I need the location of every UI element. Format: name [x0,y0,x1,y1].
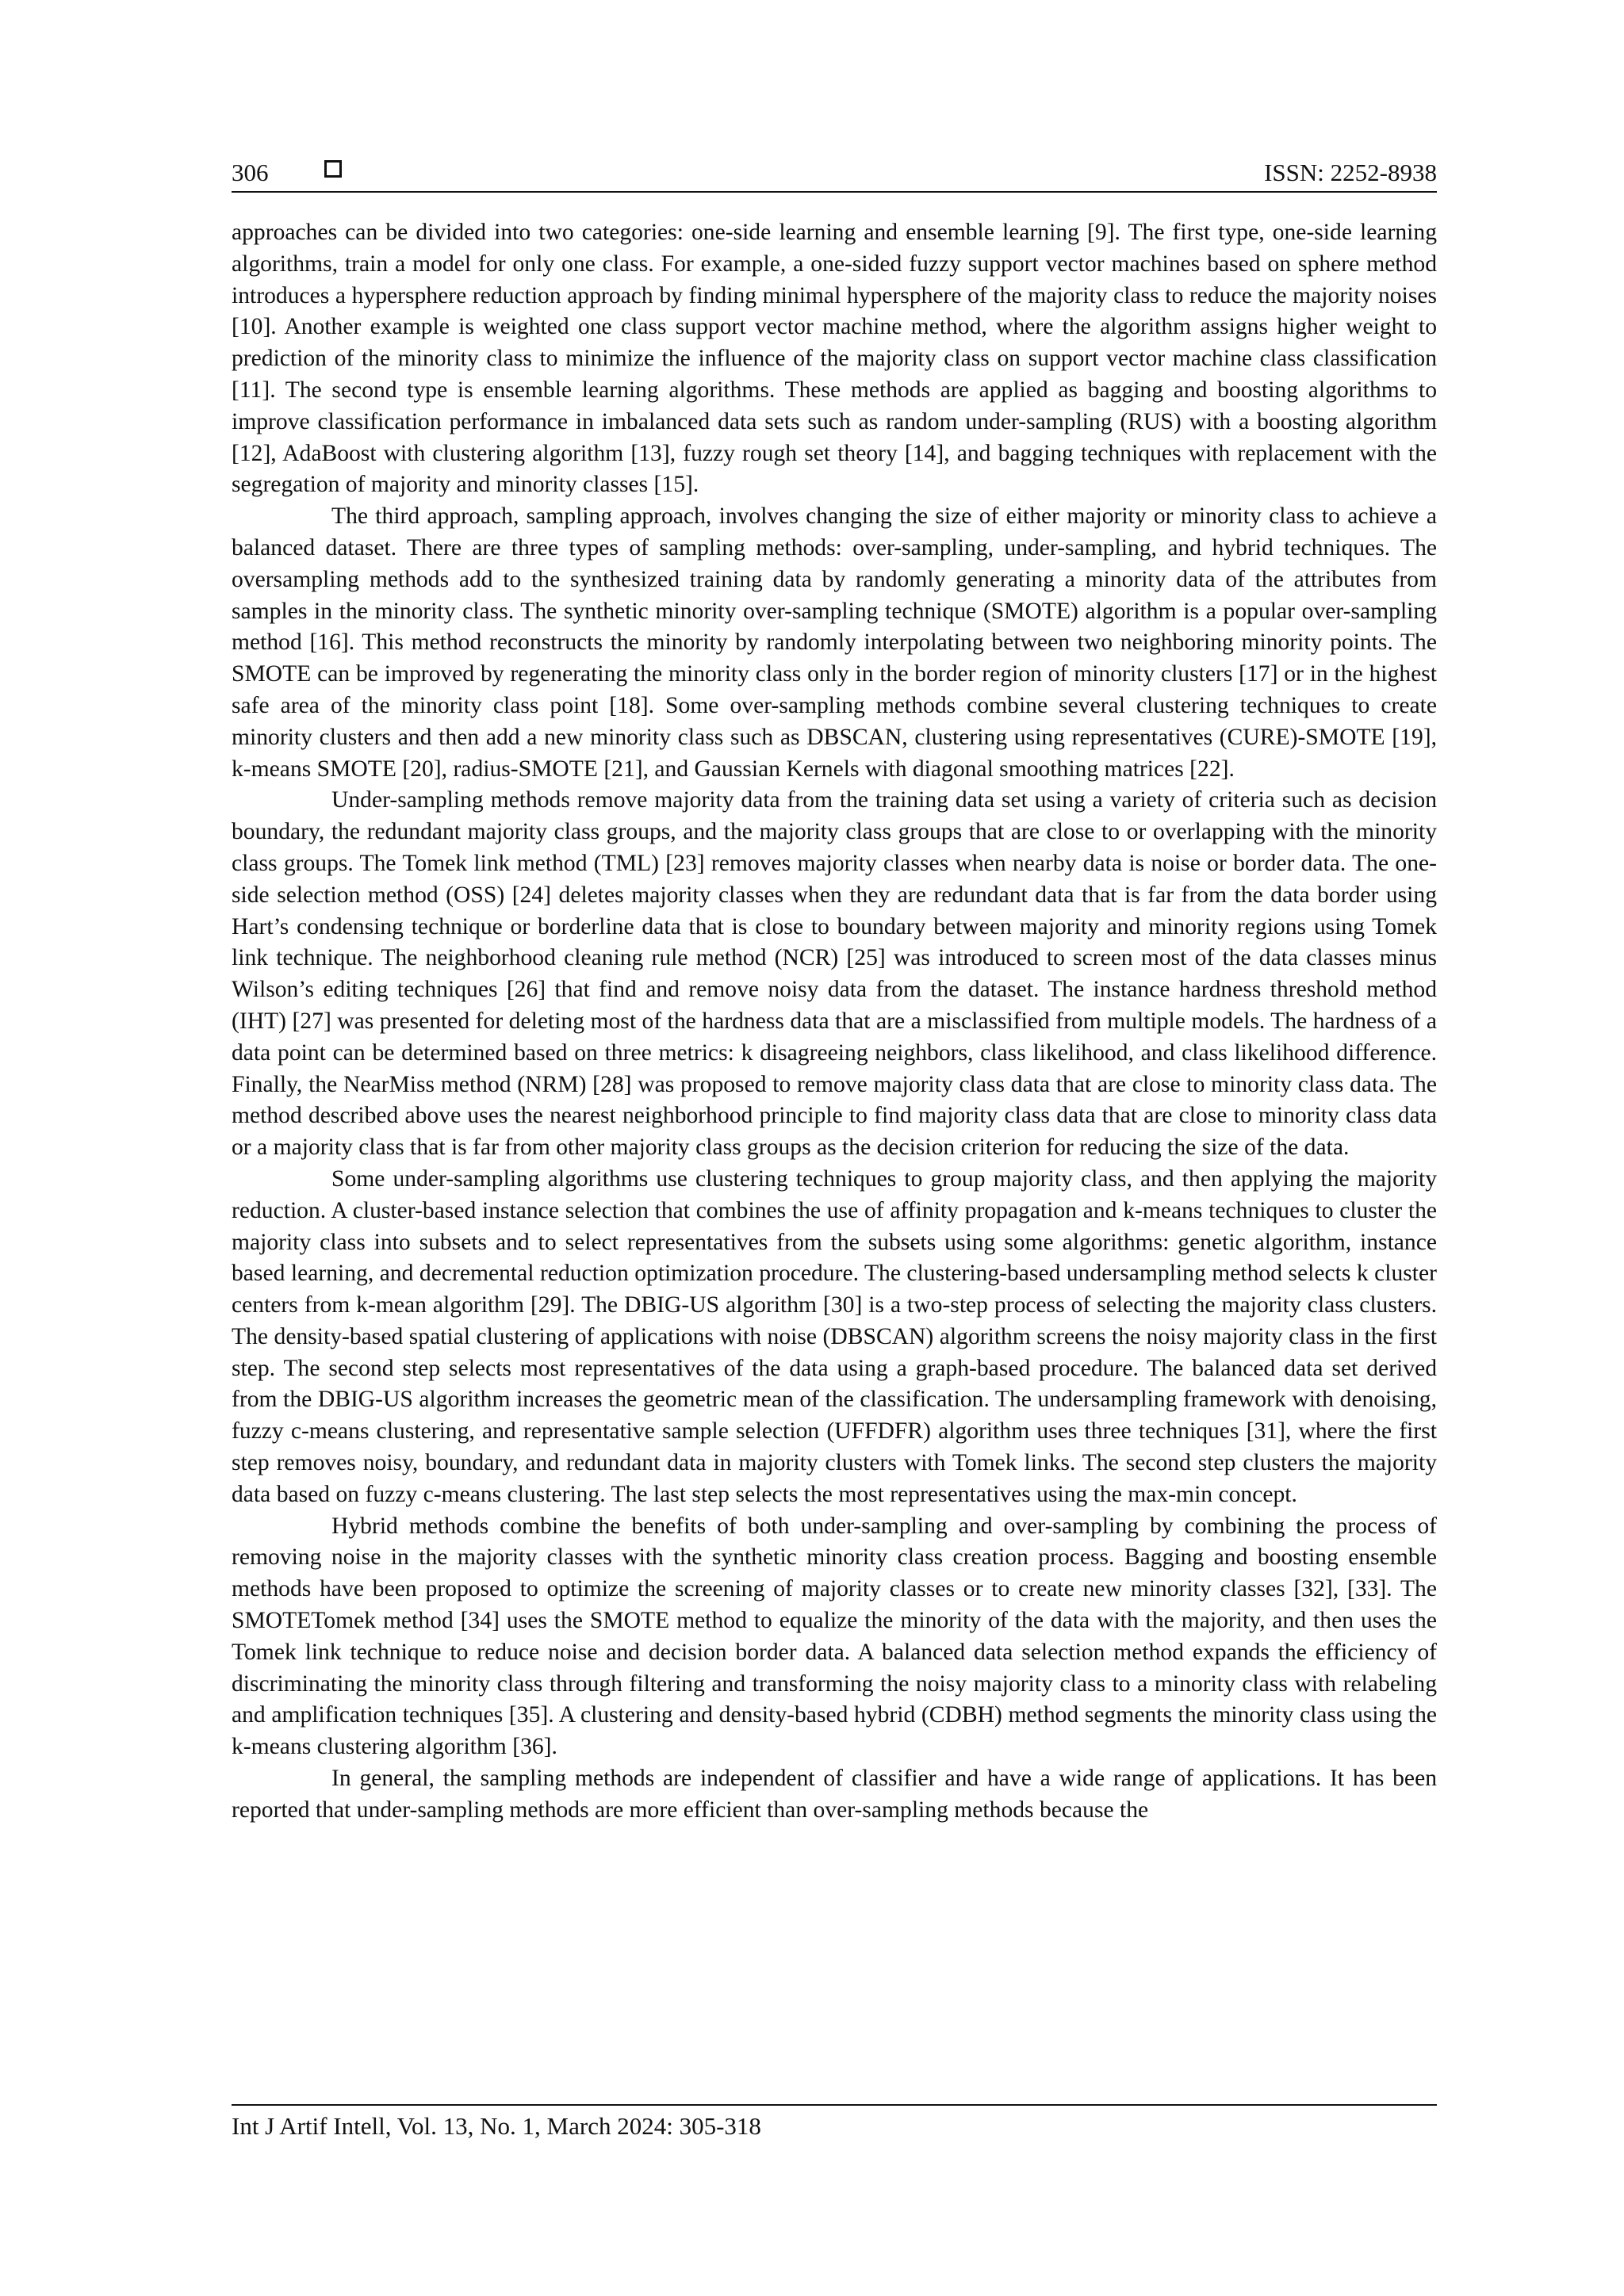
footer-citation: Int J Artif Intell, Vol. 13, No. 1, March 2024: 305-318 [232,2112,761,2140]
paragraph-1: approaches can be divided into two categories: one-side learning and ensemble learning [9]. The first type, one-side learning algorithms, train a model for only one class. For example, a one-sided fuzzy support vector machines based on sphere method introduces a hypersphere reduction approach by finding minimal hypersphere of the majority class to reduce the majority noises [10]. Another example is weighted one class support vector machine method, where the algorithm assigns higher weight to prediction of the minority class to minimize the influence of the majority class on support vector machine class classification [11]. The second type is ensemble learning algorithms. These methods are applied as bagging and boosting algorithms to improve classification performance in imbalanced data sets such as random under-sampling (RUS) with a boosting algorithm [12], AdaBoost with clustering algorithm [13], fuzzy rough set theory [14], and bagging techniques with replacement with the segregation of majority and minority classes [15]. [232,220,1437,498]
box-bullet-icon [324,160,342,178]
paragraph-3: Under-sampling methods remove majority data from the training data set using a variety of criteria such as decision boundary, the redundant majority class groups, and the majority class groups that are close to or overlapping with the minority class groups. The Tomek link method (TML) [23] removes majority classes when nearby data is noise or border data. The one-side selection method (OSS) [24] deletes majority classes when they are redundant data that is far from the data border using Hart’s condensing technique or borderline data that is close to boundary between majority and minority regions using Tomek link technique. The neighborhood cleaning rule method (NCR) [25] was introduced to screen most of the data classes minus Wilson’s editing techniques [26] that find and remove noisy data from the dataset. The instance hardness threshold method (IHT) [27] was presented for deleting most of the hardness data that are a misclassified from multiple models. The hardness of a data point can be determined based on three metrics: k disagreeing neighbors, class likelihood, and class likelihood difference. Finally, the NearMiss method (NRM) [28] was proposed to remove majority class data that are close to minority class data. The method described above uses the nearest neighborhood principle to find majority class data that are close to minority class data or a majority class that is far from other majority class groups as the decision criterion for reducing the size of the data. [232,787,1437,1161]
page-header [232,155,1437,190]
body-text [232,217,1437,1827]
issn-label: ISSN: 2252-8938 [1264,159,1437,186]
paragraph-5: Hybrid methods combine the benefits of both under-sampling and over-sampling by combining the process of removing noise in the majority classes with the synthetic minority class creation process. Bagging and boosting ensemble methods have been proposed to optimize the screening of majority classes or to create new minority classes [32], [33]. The SMOTETomek method [34] uses the SMOTE method to equalize the minority of the data with the majority, and then uses the Tomek link technique to reduce noise and decision border data. A balanced data selection method expands the efficiency of discriminating the minority class through filtering and transforming the noisy majority class to a minority class with relabeling and amplification techniques [35]. A clustering and density-based hybrid (CDBH) method segments the minority class using the k-means clustering algorithm [36]. [232,1513,1437,1760]
paragraph-2: The third approach, sampling approach, involves changing the size of either majority or minority class to achieve a balanced dataset. There are three types of sampling methods: over-sampling, under-sampling, and hybrid techniques. The oversampling methods add to the synthesized training data by randomly generating a minority data of the attributes from samples in the minority class. The synthetic minority over-sampling technique (SMOTE) algorithm is a popular over-sampling method [16]. This method reconstructs the minority by randomly interpolating between two neighboring minority points. The SMOTE can be improved by regenerating the minority class only in the border region of minority clusters [17] or in the highest safe area of the minority class point [18]. Some over-sampling methods combine several clustering techniques to create minority clusters and then add a new minority class such as DBSCAN, clustering using representatives (CURE)-SMOTE [19], k-means SMOTE [20], radius-SMOTE [21], and Gaussian Kernels with diagonal smoothing matrices [22]. [232,503,1437,782]
page-number: 306 [232,159,269,186]
header-divider [232,191,1437,193]
footer-divider [232,2104,1437,2106]
paragraph-4: Some under-sampling algorithms use clustering techniques to group majority class, and then applying the majority reduction. A cluster-based instance selection that combines the use of affinity propagation and k-means techniques to cluster the majority class into subsets and to select representatives from the subsets using some algorithms: genetic algorithm, instance based learning, and decremental reduction optimization procedure. The clustering-based undersampling method selects k cluster centers from k-mean algorithm [29]. The DBIG-US algorithm [30] is a two-step process of selecting the majority class clusters. The density-based spatial clustering of applications with noise (DBSCAN) algorithm screens the noisy majority class in the first step. The second step selects most representatives of the data using a graph-based procedure. The balanced data set derived from the DBIG-US algorithm increases the geometric mean of the classification. The undersampling framework with denoising, fuzzy c-means clustering, and representative sample selection (UFFDFR) algorithm uses three techniques [31], where the first step removes noisy, boundary, and redundant data in majority clusters with Tomek links. The second step clusters the majority data based on fuzzy c-means clustering. The last step selects the most representatives using the max-min concept. [232,1165,1437,1507]
paragraph-6: In general, the sampling methods are independent of classifier and have a wide range of applications. It has been reported that under-sampling methods are more efficient than over-sampling methods because the [232,1766,1437,1823]
